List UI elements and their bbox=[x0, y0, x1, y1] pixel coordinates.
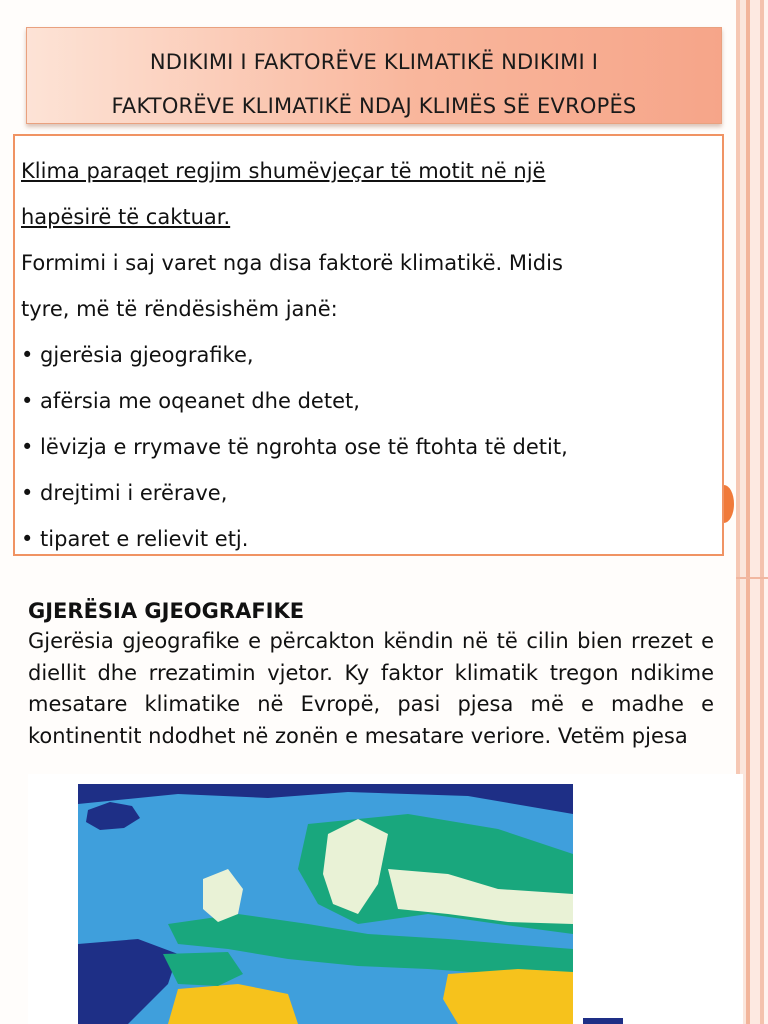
bullet-item: • drejtimi i erërave, bbox=[21, 481, 228, 505]
bullet-item: • lëvizja e rrymave të ngrohta ose të ftohta të detit, bbox=[21, 435, 568, 459]
bullet-item: • afërsia me oqeanet dhe detet, bbox=[21, 389, 360, 413]
bullet-item: • gjerësia gjeografike, bbox=[21, 343, 254, 367]
slide-title-line-1: NDIKIMI I FAKTORËVE KLIMATIKË NDIKIMI I bbox=[149, 50, 599, 74]
latitude-section bbox=[28, 596, 714, 774]
bullet-item: • tiparet e relievit etj. bbox=[21, 527, 249, 551]
section-body-text: Gjerësia gjeografike e përcakton këndin në të cilin bien rrezet e diellit dhe rrezatimin vjetor. Ky faktor klimatik tregon ndikime mesatare klimatike në Evropë, pasi pjesa më e madhe e kontinentit ndodhet në zonën e mesatare veriore. Vetëm pjesa bbox=[28, 629, 714, 748]
intro-text-line-1: Formimi i saj varet nga disa faktorë klimatikë. Midis bbox=[21, 251, 563, 275]
section-heading: GJERËSIA GJEOGRAFIKE bbox=[28, 599, 305, 623]
europe-climate-map-graphic bbox=[28, 774, 743, 1024]
definition-line-1: Klima paraqet regjim shumëvjeçar të motit në një bbox=[21, 159, 546, 183]
definition-line-2: hapësirë të caktuar. bbox=[21, 205, 231, 229]
slide-title-box bbox=[26, 27, 722, 124]
intro-text-line-2: tyre, më të rëndësishëm janë: bbox=[21, 297, 338, 321]
slide-title-line-2: FAKTORËVE KLIMATIKË NDAJ KLIMËS SË EVROPËS bbox=[111, 94, 637, 118]
intro-content-box bbox=[13, 134, 724, 556]
europe-climate-map bbox=[28, 774, 743, 1024]
